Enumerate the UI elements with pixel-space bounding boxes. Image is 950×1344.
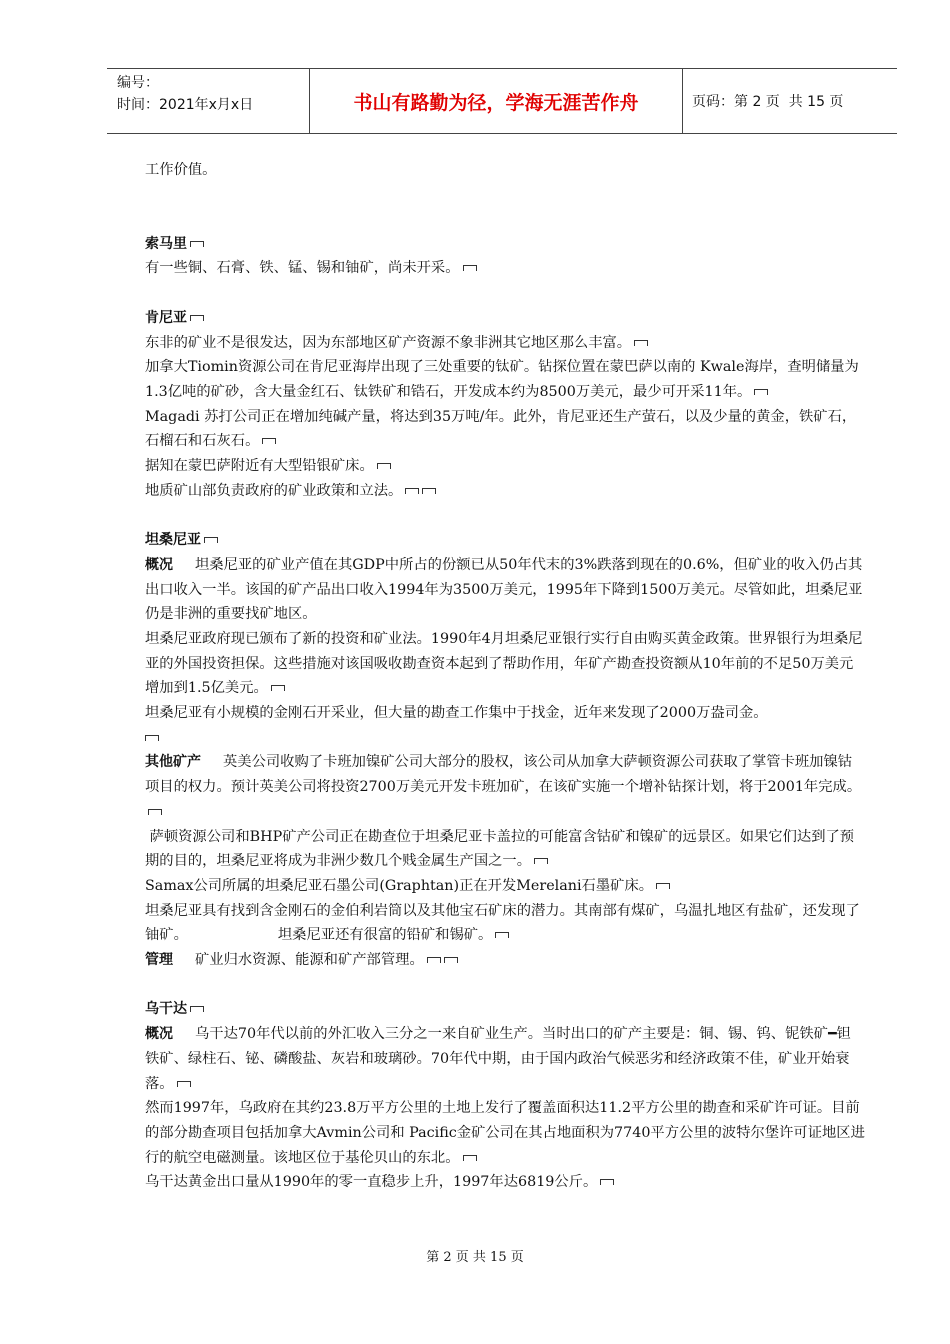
paragraph-mark-icon: [262, 438, 276, 444]
section-heading-tanzania: 坦桑尼亚: [145, 528, 865, 553]
section-heading-kenya: 肯尼亚: [145, 306, 865, 331]
header-number: 编号：: [117, 75, 159, 91]
paragraph-mark-icon: [656, 883, 670, 889]
header-motto: 书山有路勤为径，学海无涯苦作舟: [310, 69, 683, 133]
paragraph: 乌干达黄金出口量从1990年的零一直稳步上升，1997年达6819公斤。: [145, 1170, 865, 1195]
paragraph: 概况 乌干达70年代以前的外汇收入三分之一来自矿业生产。当时出口的矿产主要是：铜、锡、钨、铌铁矿━钽铁矿、绿柱石、铋、磷酸盐、灰岩和玻璃砂。70年代中期，由于国内政治气候恶劣和经济政策不佳，矿业开始衰落。: [145, 1026, 851, 1092]
paragraph-mark-icon: [634, 340, 648, 346]
paragraph: 坦桑尼亚政府现已颁布了新的投资和矿业法。1990年4月坦桑尼亚银行实行自由购买黄金政策。世界银行为坦桑尼亚的外国投资担保。这些措施对该国吸收勘查资本起到了帮助作用，年矿产勘查投资额从10年前的不足50万美元增加到1.5亿美元。: [145, 630, 863, 697]
other-minerals-label: 其他矿产: [145, 754, 201, 771]
paragraph-mark-icon: [148, 809, 162, 815]
paragraph-mark-icon: [444, 957, 458, 963]
paragraph-mark-icon: [204, 537, 218, 543]
page-header: [107, 68, 897, 134]
paragraph: 其他矿产 英美公司收购了卡班加镍矿公司大部分的股权，该公司从加拿大萨顿资源公司获取了掌管卡班加镍钴项目的权力。预计英美公司将投资2700万美元开发卡班加矿，在该矿实施一个增补钻探计划，将于2001年完成。: [145, 750, 865, 824]
management-label: 管理: [145, 952, 173, 969]
paragraph-mark-icon: [145, 735, 159, 741]
paragraph: 管理 矿业归水资源、能源和矿产部管理。: [145, 948, 865, 973]
paragraph: 坦桑尼亚有小规模的金刚石开采业，但大量的勘查工作集中于找金，近年来发现了2000万盎司金。: [145, 701, 865, 750]
paragraph: 概况 坦桑尼亚的矿业产值在其GDP中所占的份额已从50年代末的3%跌落到现在的0.6%，但矿业的收入仍占其出口收入一半。该国的矿产品出口收入1994年为3500万美元，1995年下降到1500万美元。尽管如此，坦桑尼亚仍是非洲的重要找矿地区。: [145, 556, 863, 623]
header-time: 时间：2021年x月x日: [117, 97, 254, 113]
header-meta: [107, 69, 310, 133]
document-body: [145, 158, 865, 1195]
overview-label: 概况: [145, 556, 173, 573]
paragraph-mark-icon: [190, 241, 204, 247]
paragraph-mark-icon: [463, 1155, 477, 1161]
header-page-label: 页码：第 2 页 共 15 页: [692, 94, 844, 110]
paragraph: 工作价值。: [145, 162, 217, 178]
paragraph-mark-icon: [600, 1179, 614, 1185]
paragraph: 有一些铜、石膏、铁、锰、锡和铀矿，尚未开采。: [145, 256, 865, 281]
header-page: [683, 69, 897, 133]
paragraph-mark-icon: [405, 488, 419, 494]
paragraph-mark-icon: [422, 488, 436, 494]
paragraph-mark-icon: [463, 265, 477, 271]
paragraph: 地质矿山部负责政府的矿业政策和立法。: [145, 479, 865, 504]
page-footer: 第 2 页 共 15 页: [426, 1250, 524, 1265]
overview-label: 概况: [145, 1026, 173, 1043]
paragraph: 坦桑尼亚具有找到含金刚石的金伯利岩筒以及其他宝石矿床的潜力。其南部有煤矿，乌温扎地区有盐矿，还发现了铀矿。 坦桑尼亚还有很富的铅矿和锡矿。: [145, 902, 860, 944]
paragraph-mark-icon: [177, 1081, 191, 1087]
paragraph: 加拿大Tiomin资源公司在肯尼亚海岸出现了三处重要的钛矿。钻探位置在蒙巴萨以南的 Kwale海岸，查明储量为1.3亿吨的矿砂，含大量金红石、钛铁矿和锆石，开发成本约为8500万美元，最少可开采11年。: [145, 359, 859, 400]
paragraph-mark-icon: [427, 957, 441, 963]
paragraph-mark-icon: [754, 389, 768, 395]
paragraph: 然而1997年，乌政府在其约23.8万平方公里的土地上发行了覆盖面积达11.2平方公里的勘查和采矿许可证。目前的部分勘查项目包括加拿大Avmin公司和 Pacific金矿公司在其占地面积为7740平方公里的波特尔堡许可证地区进行的航空电磁测量。该地区位于基伦贝山的东北。: [145, 1100, 865, 1166]
paragraph: Samax公司所属的坦桑尼亚石墨公司(Graphtan)正在开发Merelani石墨矿床。: [145, 874, 865, 899]
paragraph-mark-icon: [377, 463, 391, 469]
paragraph-mark-icon: [271, 685, 285, 691]
section-heading-somalia: 索马里: [145, 232, 865, 257]
paragraph-mark-icon: [190, 1006, 204, 1012]
paragraph: 东非的矿业不是很发达，因为东部地区矿产资源不象非洲其它地区那么丰富。: [145, 331, 865, 356]
paragraph: Magadi 苏打公司正在增加纯碱产量，将达到35万吨/年。此外，肯尼亚还生产萤石，以及少量的黄金，铁矿石，石榴石和石灰石。: [145, 408, 857, 450]
paragraph-mark-icon: [190, 315, 204, 321]
paragraph: 据知在蒙巴萨附近有大型铅银矿床。: [145, 454, 865, 479]
paragraph: 萨顿资源公司和BHP矿产公司正在勘查位于坦桑尼亚卡盖拉的可能富含钴矿和镍矿的远景区。如果它们达到了预期的目的，坦桑尼亚将成为非洲少数几个贱金属生产国之一。: [145, 828, 855, 870]
section-heading-uganda: 乌干达: [145, 997, 865, 1022]
paragraph-mark-icon: [495, 932, 509, 938]
paragraph-mark-icon: [534, 858, 548, 864]
